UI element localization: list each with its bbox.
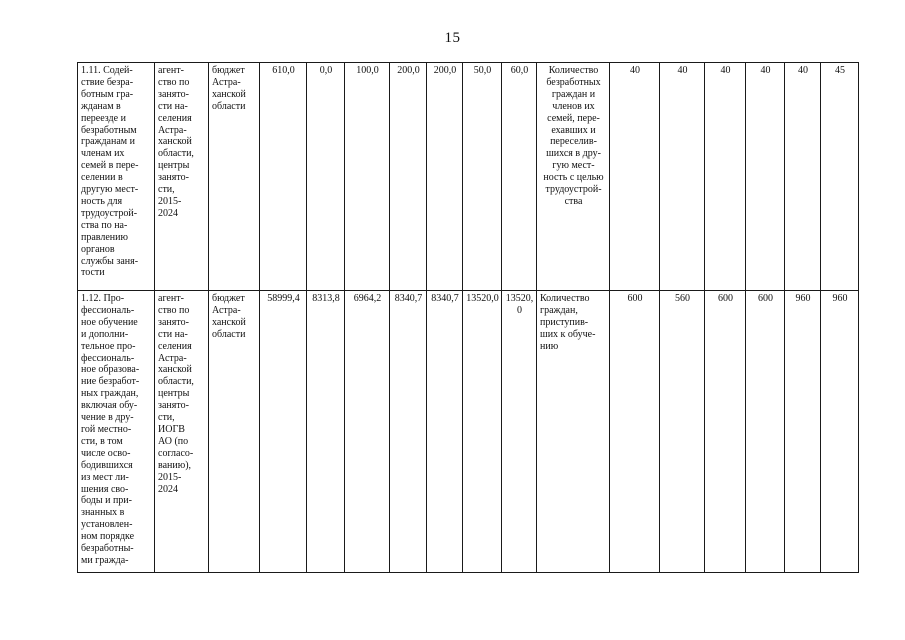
indicator-value-cell: 600 <box>705 291 746 573</box>
finance-year-cell: 60,0 <box>502 63 537 291</box>
finance-year-cell: 200,0 <box>427 63 463 291</box>
finance-year-cell: 0,0 <box>307 63 345 291</box>
finance-year-cell: 8340,7 <box>390 291 427 573</box>
indicator-value-cell: 40 <box>705 63 746 291</box>
indicator-value-cell: 600 <box>746 291 785 573</box>
funding-source-cell: бюджет Астра- ханской области <box>209 291 260 573</box>
finance-year-cell: 200,0 <box>390 63 427 291</box>
indicator-cell: Количество граждан, приступив- ших к обуче- нию <box>537 291 610 573</box>
indicator-value-cell: 40 <box>660 63 705 291</box>
finance-total-cell: 58999,4 <box>260 291 307 573</box>
indicator-value-cell: 960 <box>821 291 859 573</box>
executor-cell: агент- ство по занято- сти на- селения Астра- ханской области, центры занято- сти, ИОГВ АО (по согласо- ванию), 2015- 2024 <box>155 291 209 573</box>
finance-total-cell: 610,0 <box>260 63 307 291</box>
finance-year-cell: 13520,0 <box>502 291 537 573</box>
table-row <box>78 63 859 291</box>
table-row <box>78 291 859 573</box>
page-number: 15 <box>444 30 461 46</box>
finance-year-cell: 8313,8 <box>307 291 345 573</box>
finance-year-cell: 8340,7 <box>427 291 463 573</box>
indicator-value-cell: 560 <box>660 291 705 573</box>
finance-year-cell: 6964,2 <box>345 291 390 573</box>
indicator-value-cell: 960 <box>785 291 821 573</box>
executor-cell: агент- ство по занято- сти на- селения Астра- ханской области, центры занято- сти, 2015- 2024 <box>155 63 209 291</box>
indicator-value-cell: 600 <box>610 291 660 573</box>
finance-year-cell: 50,0 <box>463 63 502 291</box>
measure-cell: 1.11. Содей- ствие безра- ботным гра- жданам в переезде и безработным гражданам и членам их семей в пере- селении в другую мест- ность для трудоустрой- ства по на- правлению органов службы заня- тости <box>78 63 155 291</box>
measure-cell: 1.12. Про- фессиональ- ное обучение и дополни- тельное про- фессиональ- ное образова- ние безработ- ных граждан, включая обу- чение в дру- гой местно- сти, в том числе осво- бодившихся из мест ли- шения сво- боды и при- знанных в установлен- ном порядке безработны- ми гражда- <box>78 291 155 573</box>
funding-source-cell: бюджет Астра- ханской области <box>209 63 260 291</box>
indicator-cell: Количество безработных граждан и членов их семей, пере- ехавших и переселив- шихся в дру- гую мест- ность с целью трудоустрой- ства <box>537 63 610 291</box>
indicator-value-cell: 40 <box>785 63 821 291</box>
program-measures-table <box>77 62 859 573</box>
indicator-value-cell: 45 <box>821 63 859 291</box>
finance-year-cell: 13520,0 <box>463 291 502 573</box>
indicator-value-cell: 40 <box>746 63 785 291</box>
indicator-value-cell: 40 <box>610 63 660 291</box>
finance-year-cell: 100,0 <box>345 63 390 291</box>
